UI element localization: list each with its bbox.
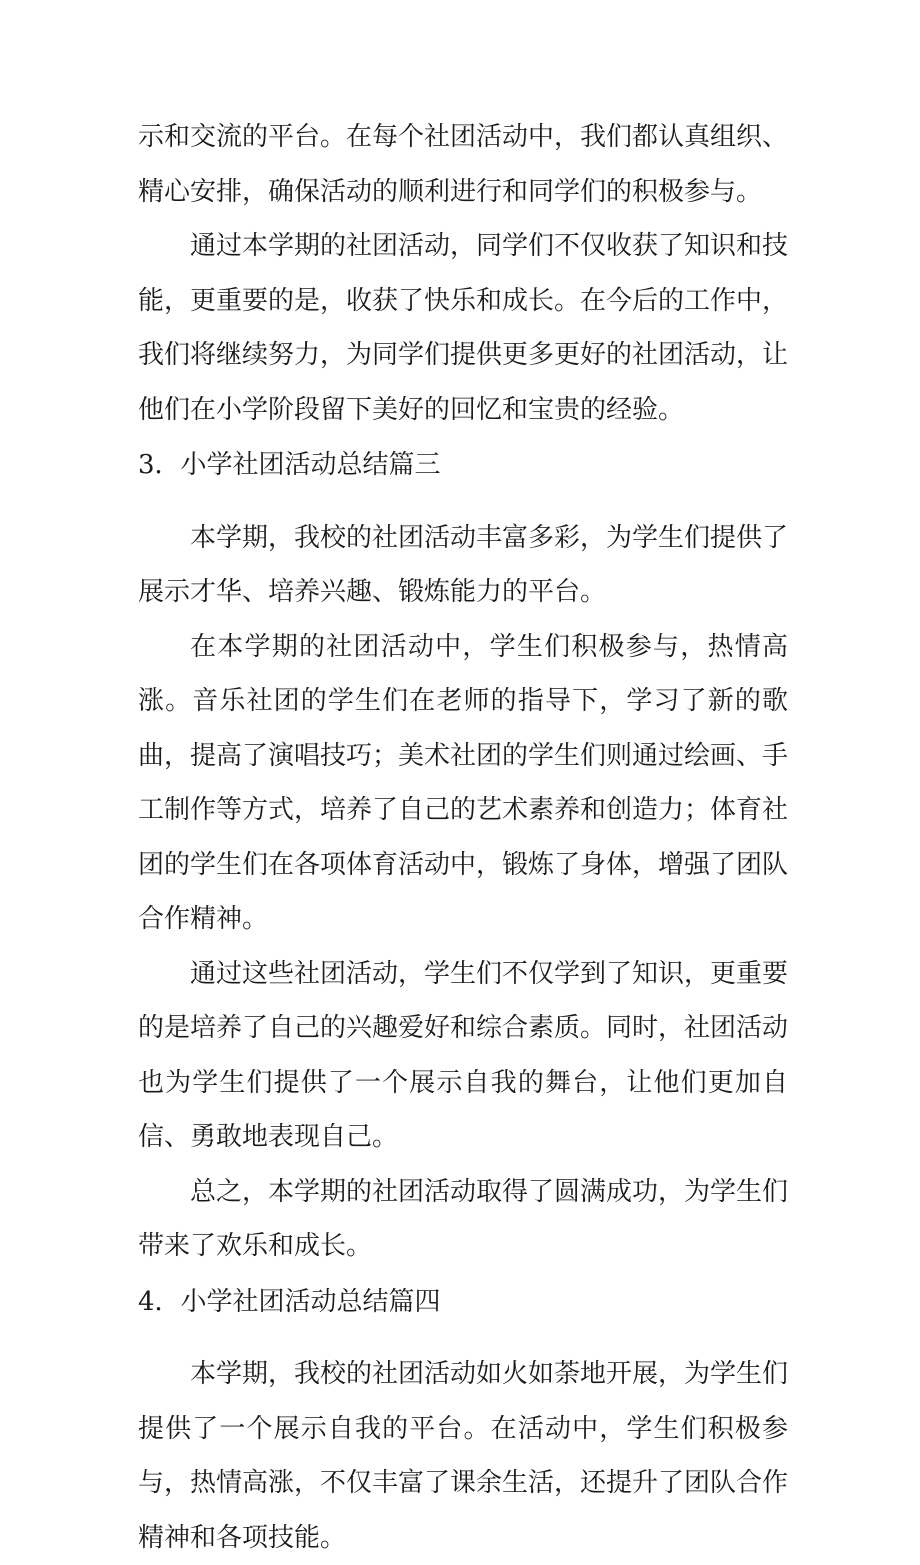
paragraph: 本学期，我校的社团活动如火如荼地开展，为学生们提供了一个展示自我的平台。在活动中，学生们积极参与，热情高涨，不仅丰富了课余生活，还提升了团队合作精神和各项技能。 [138, 1359, 789, 1553]
paragraph: 在本学期的社团活动中，学生们积极参与，热情高涨。音乐社团的学生们在老师的指导下，学习了新的歌曲，提高了演唱技巧；美术社团的学生们则通过绘画、手工制作等方式，培养了自己的艺术素养和创造力；体育社团的学生们在各项体育活动中，锻炼了身体，增强了团队合作精神。 [138, 631, 789, 934]
paragraph: 通过本学期的社团活动，同学们不仅收获了知识和技能，更重要的是，收获了快乐和成长。在今后的工作中，我们将继续努力，为同学们提供更多更好的社团活动，让他们在小学阶段留下美好的回忆和宝贵的经验。 [138, 231, 789, 425]
paragraph: 本学期，我校的社团活动丰富多彩，为学生们提供了展示才华、培养兴趣、锻炼能力的平台。 [138, 522, 789, 607]
paragraph: 总之，本学期的社团活动取得了圆满成功，为学生们带来了欢乐和成长。 [138, 1176, 789, 1261]
section-heading-4: 4．小学社团活动总结篇四 [138, 1286, 441, 1317]
document-body [138, 110, 788, 1565]
paragraph: 通过这些社团活动，学生们不仅学到了知识，更重要的是培养了自己的兴趣爱好和综合素质。同时，社团活动也为学生们提供了一个展示自我的舞台，让他们更加自信、勇敢地表现自己。 [138, 958, 789, 1152]
section-heading-3: 3．小学社团活动总结篇三 [138, 450, 441, 480]
paragraph-continued: 示和交流的平台。在每个社团活动中，我们都认真组织、精心安排，确保活动的顺利进行和同学们的积极参与。 [138, 122, 789, 207]
